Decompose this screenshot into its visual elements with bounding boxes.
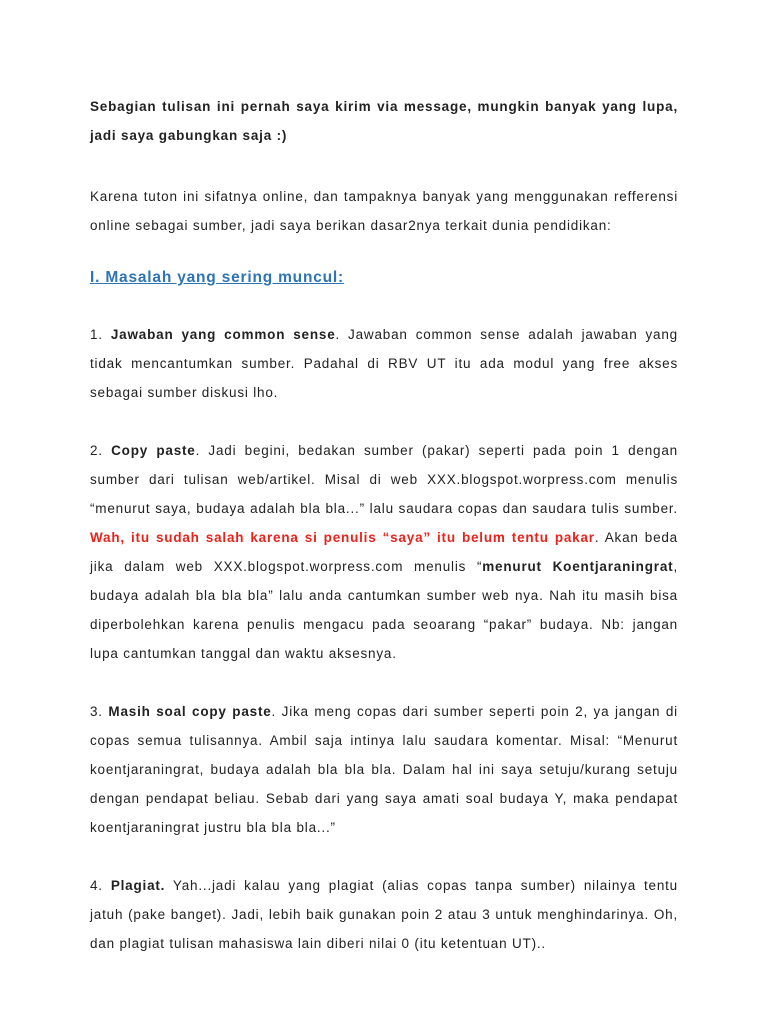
point-number: 4. (90, 878, 111, 893)
point-body: , budaya adalah bla bla bla” lalu anda cantumkan sumber web nya. Nah itu masih bisa diperbolehkan karena penulis mengacu pada seoarang “pakar” budaya. Nb: jangan lupa cantumkan tanggal dan waktu aksesnya. (90, 559, 678, 661)
point-2 (90, 436, 678, 668)
section-heading: I. Masalah yang sering muncul: (90, 269, 344, 286)
point-body: . Jawaban common sense adalah jawaban yang tidak mencantumkan sumber. Padahal di RBV UT itu ada modul yang free akses sebagai sumber diskusi lho. (90, 327, 678, 400)
intro-paragraph: Sebagian tulisan ini pernah saya kirim via message, mungkin banyak yang lupa, jadi saya gabungkan saja :) (90, 99, 678, 143)
point-title: Copy paste (111, 443, 196, 458)
point-4 (90, 871, 678, 958)
point-body: . Akan beda jika dalam web XXX.blogspot.worpress.com menulis “ (90, 530, 678, 574)
point-number: 1. (90, 327, 111, 342)
point-title: Plagiat. (110, 878, 166, 893)
point-1 (90, 320, 678, 407)
context-paragraph: Karena tuton ini sifatnya online, dan tampaknya banyak yang menggunakan refferensi online sebagai sumber, jadi saya berikan dasar2nya terkait dunia pendidikan: (90, 189, 678, 233)
point-number: 2. (90, 443, 112, 458)
point-body: . Jadi begini, bedakan sumber (pakar) seperti pada poin 1 dengan sumber dari tulisan web/artikel. Misal di web XXX.blogspot.worpress.com menulis “menurut saya, budaya adalah bla bla...” lalu saudara copas dan saudara tulis sumber. (90, 443, 678, 516)
highlight-warning: Wah, itu sudah salah karena si penulis “saya” itu belum tentu pakar (90, 530, 595, 545)
point-number: 3. (90, 704, 109, 719)
point-title: Masih soal copy paste (108, 704, 272, 719)
point-title: Jawaban yang common sense (110, 327, 336, 342)
point-body: . Jika meng copas dari sumber seperti poin 2, ya jangan di copas semua tulisannya. Ambil saja intinya lalu saudara komentar. Misal: “Menurut koentjaraningrat, budaya adalah bla bla bla. Dalam hal ini saya setuju/kurang setuju dengan pendapat beliau. Sebab dari yang saya amati soal budaya Y, maka pendapat koentjaraningrat justru bla bla bla...” (90, 704, 678, 835)
bold-quote: menurut Koentjaraningrat (482, 559, 674, 574)
point-3 (90, 697, 678, 842)
point-body: Yah...jadi kalau yang plagiat (alias copas tanpa sumber) nilainya tentu jatuh (pake banget). Jadi, lebih baik gunakan poin 2 atau 3 untuk menghindarinya. Oh, dan plagiat tulisan mahasiswa lain diberi nilai 0 (itu ketentuan UT).. (90, 878, 678, 951)
